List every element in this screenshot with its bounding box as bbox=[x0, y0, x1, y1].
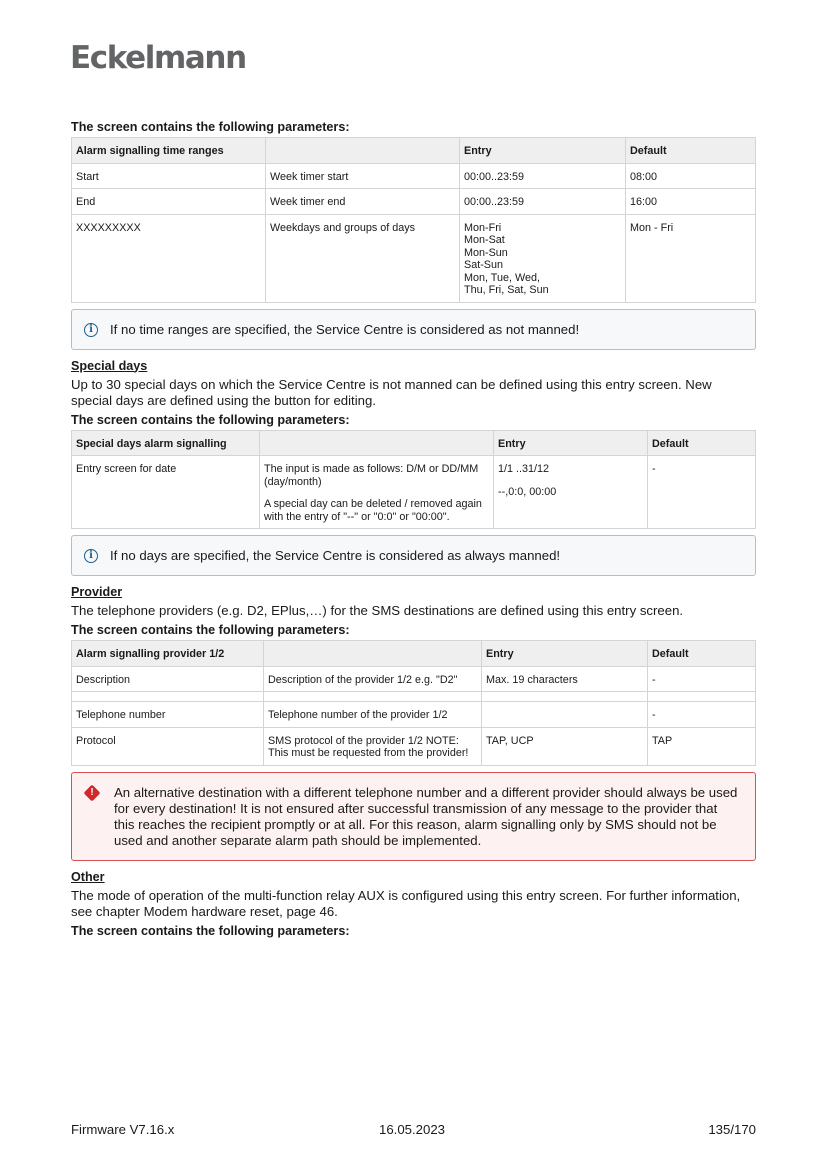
table-cell: TAP bbox=[648, 727, 756, 765]
table-header-row bbox=[72, 641, 756, 667]
table-header-row bbox=[72, 430, 756, 456]
cell-line: Sat-Sun bbox=[464, 259, 504, 271]
cell-line: Thu, Fri, Sat, Sun bbox=[464, 284, 549, 296]
table-row bbox=[72, 163, 756, 189]
warning-note-provider bbox=[71, 772, 756, 861]
provider-description: The telephone providers (e.g. D2, EPlus,…) for the SMS destinations are defined using this entry screen. bbox=[71, 603, 684, 618]
provider-heading: The screen contains the following parameters: bbox=[71, 623, 350, 637]
table-cell bbox=[482, 692, 648, 702]
time-ranges-table bbox=[71, 137, 756, 303]
note-text: If no time ranges are specified, the Service Centre is considered as not manned! bbox=[110, 321, 580, 337]
table-header-cell: Alarm signalling provider 1/2 bbox=[72, 641, 264, 667]
time-ranges-heading: The screen contains the following parameters: bbox=[71, 120, 350, 134]
table-header-cell: Special days alarm signalling bbox=[72, 430, 260, 456]
table-header-cell: Default bbox=[626, 138, 756, 164]
table-header-row bbox=[72, 138, 756, 164]
table-cell: XXXXXXXXX bbox=[72, 214, 266, 302]
table-cell: Telephone number of the provider 1/2 bbox=[264, 702, 482, 728]
cell-line: A special day can be deleted / removed again with the entry of "--" or "0:0" or "00:00". bbox=[264, 498, 482, 523]
table-header-cell: Default bbox=[648, 430, 756, 456]
other-description: The mode of operation of the multi-function relay AUX is configured using this entry screen. For further information, see chapter Modem hardware reset, page 46. bbox=[71, 887, 741, 919]
table-cell: SMS protocol of the provider 1/2 NOTE: This must be requested from the provider! bbox=[264, 727, 482, 765]
table-row bbox=[72, 666, 756, 692]
table-header-cell bbox=[260, 430, 494, 456]
cell-line: 1/1 ..31/12 bbox=[498, 463, 550, 475]
warning-text: An alternative destination with a different telephone number and a different provider should always be used for every destination! It is not ensured after successful transmission of any message to the provider that this reaches the recipient promptly or at all. For this reason, alarm signalling only by SMS should not be used and another separate alarm path should be implemented. bbox=[114, 784, 738, 848]
info-circle-icon: i bbox=[84, 323, 98, 337]
table-row bbox=[72, 189, 756, 215]
table-row bbox=[72, 692, 756, 702]
table-cell: - bbox=[648, 702, 756, 728]
cell-line: Mon-Fri bbox=[464, 221, 502, 234]
table-cell: - bbox=[648, 666, 756, 692]
table-cell bbox=[260, 456, 494, 529]
table-header-cell: Entry bbox=[482, 641, 648, 667]
provider-table bbox=[71, 640, 756, 766]
table-cell bbox=[494, 456, 648, 529]
table-cell: Start bbox=[72, 163, 266, 189]
table-row bbox=[72, 214, 756, 302]
table-cell: Protocol bbox=[72, 727, 264, 765]
footer-firmware: Firmware V7.16.x bbox=[71, 1122, 175, 1137]
table-cell: Weekdays and groups of days bbox=[266, 214, 460, 302]
section-title-provider: Provider bbox=[71, 585, 123, 599]
table-cell bbox=[72, 692, 264, 702]
cell-line: The input is made as follows: D/M or DD/MM (day/month) bbox=[264, 463, 479, 488]
page-content bbox=[71, 120, 756, 941]
table-row bbox=[72, 702, 756, 728]
section-title-other: Other bbox=[71, 869, 105, 884]
table-cell bbox=[460, 214, 626, 302]
cell-line: --,0:0, 00:00 bbox=[498, 485, 557, 498]
info-circle-icon: i bbox=[84, 549, 98, 563]
table-cell bbox=[482, 702, 648, 728]
table-cell: 00:00..23:59 bbox=[460, 163, 626, 189]
table-header-cell: Alarm signalling time ranges bbox=[72, 138, 266, 164]
table-cell bbox=[648, 692, 756, 702]
other-heading: The screen contains the following parameters: bbox=[71, 923, 350, 938]
footer-page-number: 135/170 bbox=[708, 1122, 756, 1137]
cell-line: Mon-Sun bbox=[464, 246, 508, 259]
eckelmann-logo: Eckelmann bbox=[70, 40, 246, 76]
special-days-description: Up to 30 special days on which the Service Centre is not manned can be defined using this entry screen. New special days are defined using the button for editing. bbox=[71, 376, 712, 408]
table-cell: TAP, UCP bbox=[482, 727, 648, 765]
table-cell: Week timer start bbox=[266, 163, 460, 189]
table-row bbox=[72, 727, 756, 765]
table-header-cell bbox=[266, 138, 460, 164]
section-title-special-days: Special days bbox=[71, 358, 148, 373]
table-cell: Description bbox=[72, 666, 264, 692]
table-header-cell: Default bbox=[648, 641, 756, 667]
table-cell: 08:00 bbox=[626, 163, 756, 189]
table-header-cell: Entry bbox=[460, 138, 626, 164]
table-cell bbox=[264, 692, 482, 702]
special-days-table bbox=[71, 430, 756, 530]
note-text: If no days are specified, the Service Centre is considered as always manned! bbox=[110, 548, 561, 563]
special-days-heading: The screen contains the following parameters: bbox=[71, 412, 350, 427]
footer-date: 16.05.2023 bbox=[379, 1122, 446, 1137]
info-note-special-days bbox=[71, 535, 756, 576]
table-row bbox=[72, 456, 756, 529]
table-cell: Entry screen for date bbox=[72, 456, 260, 529]
table-cell: Max. 19 characters bbox=[482, 666, 648, 692]
table-cell: Mon - Fri bbox=[626, 214, 756, 302]
table-header-cell bbox=[264, 641, 482, 667]
cell-line: Mon-Sat bbox=[464, 234, 505, 246]
warning-diamond-icon: ! bbox=[84, 784, 101, 801]
table-header-cell: Entry bbox=[494, 430, 648, 456]
table-cell: Week timer end bbox=[266, 189, 460, 215]
cell-line: Mon, Tue, Wed, bbox=[464, 271, 541, 284]
table-cell: End bbox=[72, 189, 266, 215]
table-cell: Telephone number bbox=[72, 702, 264, 728]
table-cell: 16:00 bbox=[626, 189, 756, 215]
table-cell: 00:00..23:59 bbox=[460, 189, 626, 215]
table-cell: Description of the provider 1/2 e.g. "D2" bbox=[264, 666, 482, 692]
info-note-time-ranges bbox=[71, 309, 756, 350]
table-cell: - bbox=[648, 456, 756, 529]
